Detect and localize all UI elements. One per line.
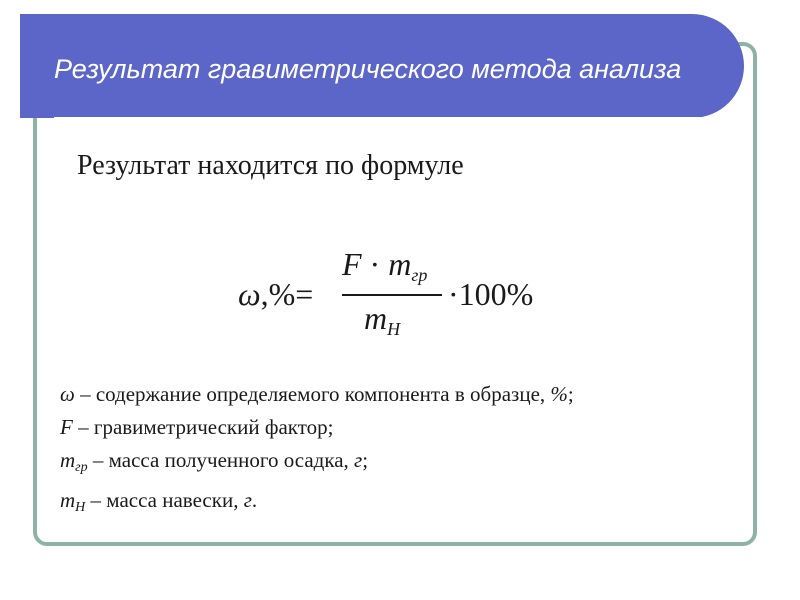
legend-text: – масса полученного осадка,	[87, 448, 355, 472]
legend-symbol: m	[60, 448, 76, 472]
legend-end: .	[251, 488, 258, 512]
legend-symbol: F	[60, 415, 73, 439]
legend-sub: гр	[75, 460, 88, 475]
formula-F: F	[342, 246, 362, 282]
formula-percent: ,%	[260, 276, 296, 312]
formula-m-num: m	[388, 246, 412, 282]
title-banner	[20, 14, 744, 118]
legend-item	[60, 484, 574, 524]
legend-end: ;	[567, 382, 574, 406]
formula-denominator	[364, 300, 400, 340]
formula-lhs	[238, 276, 313, 313]
formula	[236, 246, 566, 350]
formula-m-num-sub: гр	[411, 265, 428, 285]
legend-end: ;	[362, 448, 369, 472]
legend-item	[60, 378, 574, 411]
legend-unit: г	[243, 488, 252, 512]
legend-symbol: ω	[60, 382, 75, 406]
slide-subtitle: Результат находится по формуле	[77, 150, 464, 181]
formula-dot: ·	[361, 246, 389, 282]
formula-m-den: m	[364, 300, 388, 336]
fraction-bar	[342, 294, 442, 296]
legend-text: – содержание определяемого компонента в образце,	[74, 382, 551, 406]
legend-text: – масса навески,	[85, 488, 244, 512]
legend-item	[60, 411, 574, 444]
formula-numerator	[342, 246, 427, 286]
formula-multiplier: ·100%	[448, 276, 534, 312]
legend-unit: г	[354, 448, 363, 472]
legend-text: – гравиметрический фактор;	[72, 415, 334, 439]
formula-omega: ω	[238, 276, 261, 312]
legend-symbol: m	[60, 488, 76, 512]
title-underline	[54, 117, 726, 121]
formula-m-den-sub: Н	[387, 319, 401, 339]
legend	[60, 378, 574, 524]
legend-sub: Н	[75, 500, 86, 515]
legend-item	[60, 444, 574, 484]
legend-unit: %	[550, 382, 568, 406]
slide-title: Результат гравиметрического метода анализа	[54, 54, 682, 84]
formula-equals: =	[295, 276, 314, 312]
